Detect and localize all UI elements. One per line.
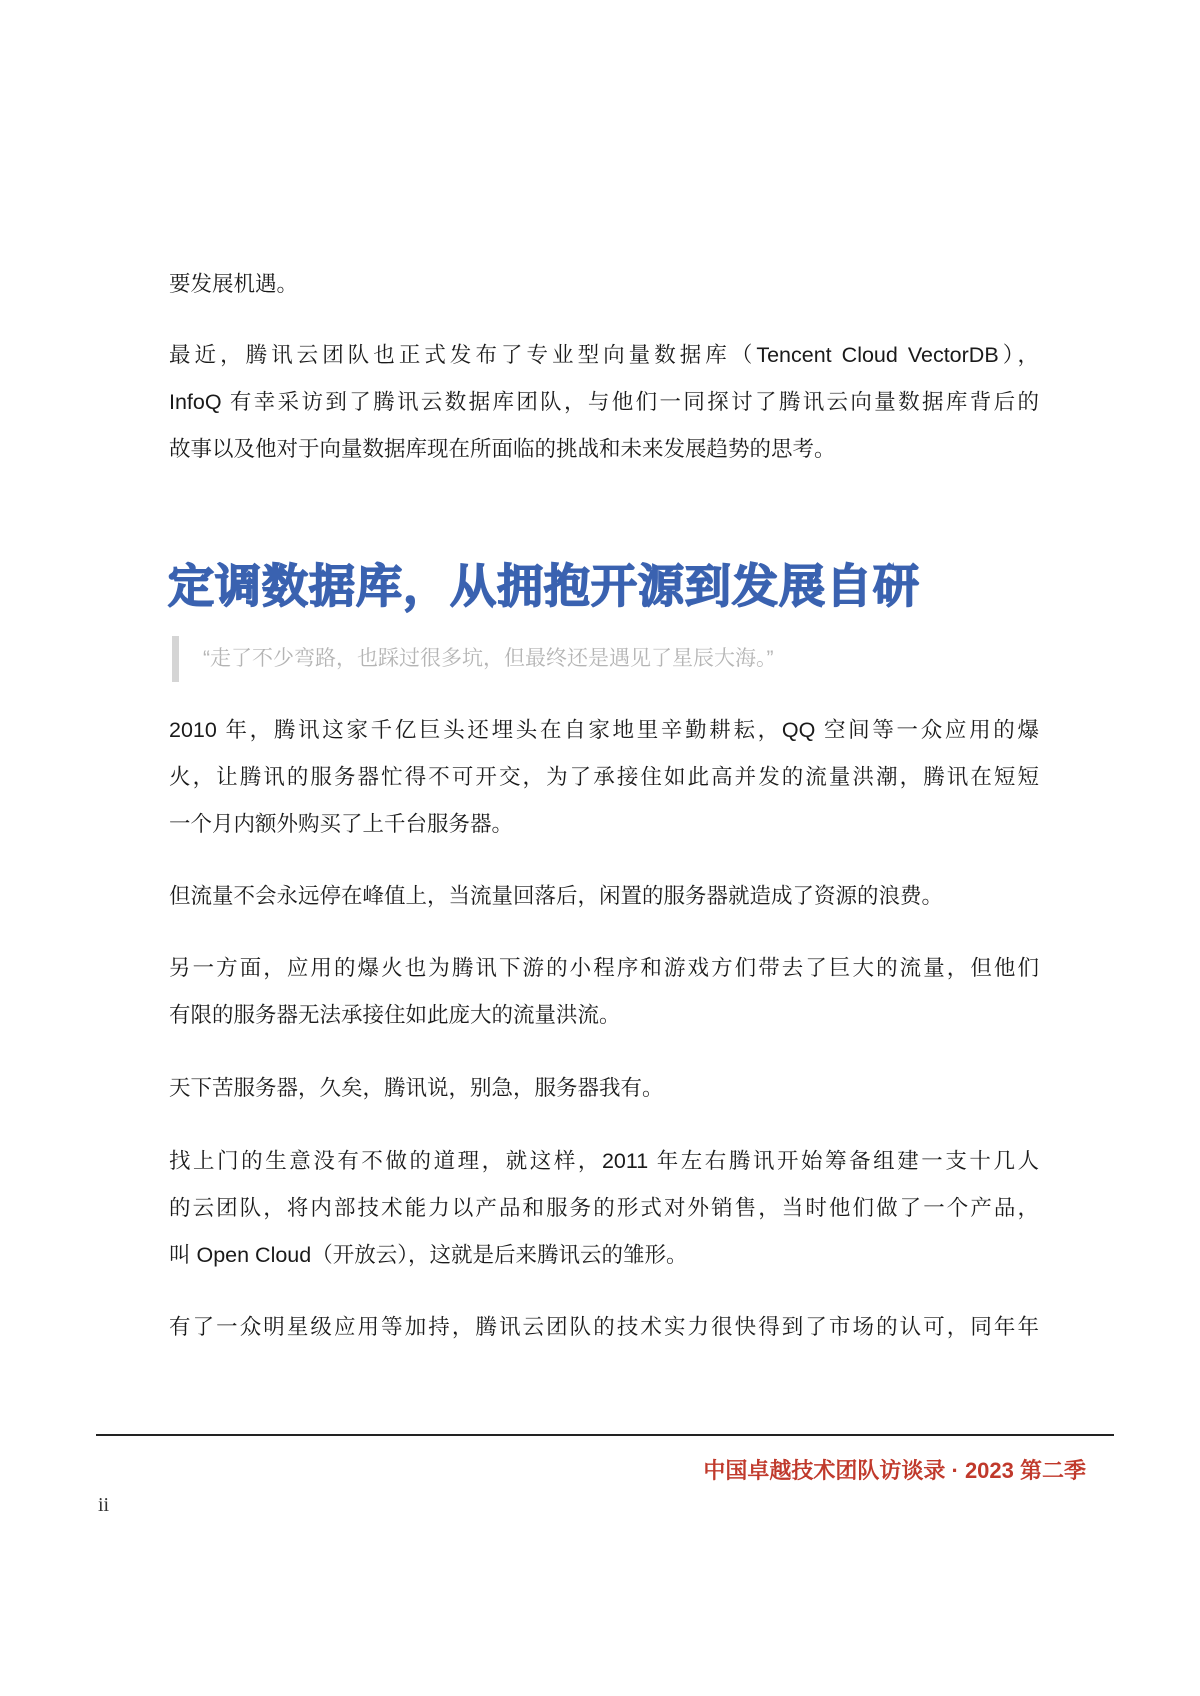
- text-line: 另一方面，应用的爆火也为腾讯下游的小程序和游戏方们带去了巨大的流量，但他们: [169, 956, 1039, 980]
- text-line: 2010 年，腾讯这家千亿巨头还埋头在自家地里辛勤耕耘，QQ 空间等一众应用的爆: [169, 718, 1039, 742]
- page-number: ii: [98, 1494, 110, 1516]
- footer-publication-title: 中国卓越技术团队访谈录 · 2023 第二季: [703, 1458, 1086, 1483]
- text-line: 叫 Open Cloud（开放云），这就是后来腾讯云的雏形。: [169, 1243, 688, 1267]
- paragraph: [169, 707, 1039, 848]
- paragraph: [169, 261, 1039, 308]
- paragraph: [169, 1304, 1039, 1351]
- text-line: 天下苦服务器，久矣，腾讯说，别急，服务器我有。: [169, 1076, 664, 1100]
- text-line: 一个月内额外购买了上千台服务器。: [169, 812, 514, 836]
- text-line: 的云团队，将内部技术能力以产品和服务的形式对外销售，当时他们做了一个产品，: [169, 1196, 1039, 1220]
- pull-quote: “走了不少弯路，也踩过很多坑，但最终还是遇见了星辰大海。”: [172, 636, 773, 682]
- text-line: 但流量不会永远停在峰值上，当流量回落后，闲置的服务器就造成了资源的浪费。: [169, 884, 944, 908]
- text-line: 火，让腾讯的服务器忙得不可开交，为了承接住如此高并发的流量洪潮，腾讯在短短: [169, 765, 1039, 789]
- text-line: 要发展机遇。: [169, 272, 299, 296]
- paragraph: [169, 1065, 1039, 1112]
- footer-divider: [96, 1434, 1114, 1436]
- text-line: 最近，腾讯云团队也正式发布了专业型向量数据库（Tencent Cloud VectorDB），: [169, 343, 1039, 367]
- text-line: InfoQ 有幸采访到了腾讯云数据库团队，与他们一同探讨了腾讯云向量数据库背后的: [169, 390, 1039, 414]
- text-line: 故事以及他对于向量数据库现在所面临的挑战和未来发展趋势的思考。: [169, 437, 836, 461]
- section-heading: 定调数据库，从拥抱开源到发展自研: [168, 560, 920, 612]
- paragraph: [169, 873, 1039, 920]
- paragraph: [169, 332, 1039, 473]
- paragraph: [169, 945, 1039, 1039]
- paragraph: [169, 1138, 1039, 1279]
- text-line: 找上门的生意没有不做的道理，就这样，2011 年左右腾讯开始筹备组建一支十几人: [169, 1149, 1039, 1173]
- text-line: 有了一众明星级应用等加持，腾讯云团队的技术实力很快得到了市场的认可，同年年: [169, 1315, 1039, 1339]
- text-line: 有限的服务器无法承接住如此庞大的流量洪流。: [169, 1003, 621, 1027]
